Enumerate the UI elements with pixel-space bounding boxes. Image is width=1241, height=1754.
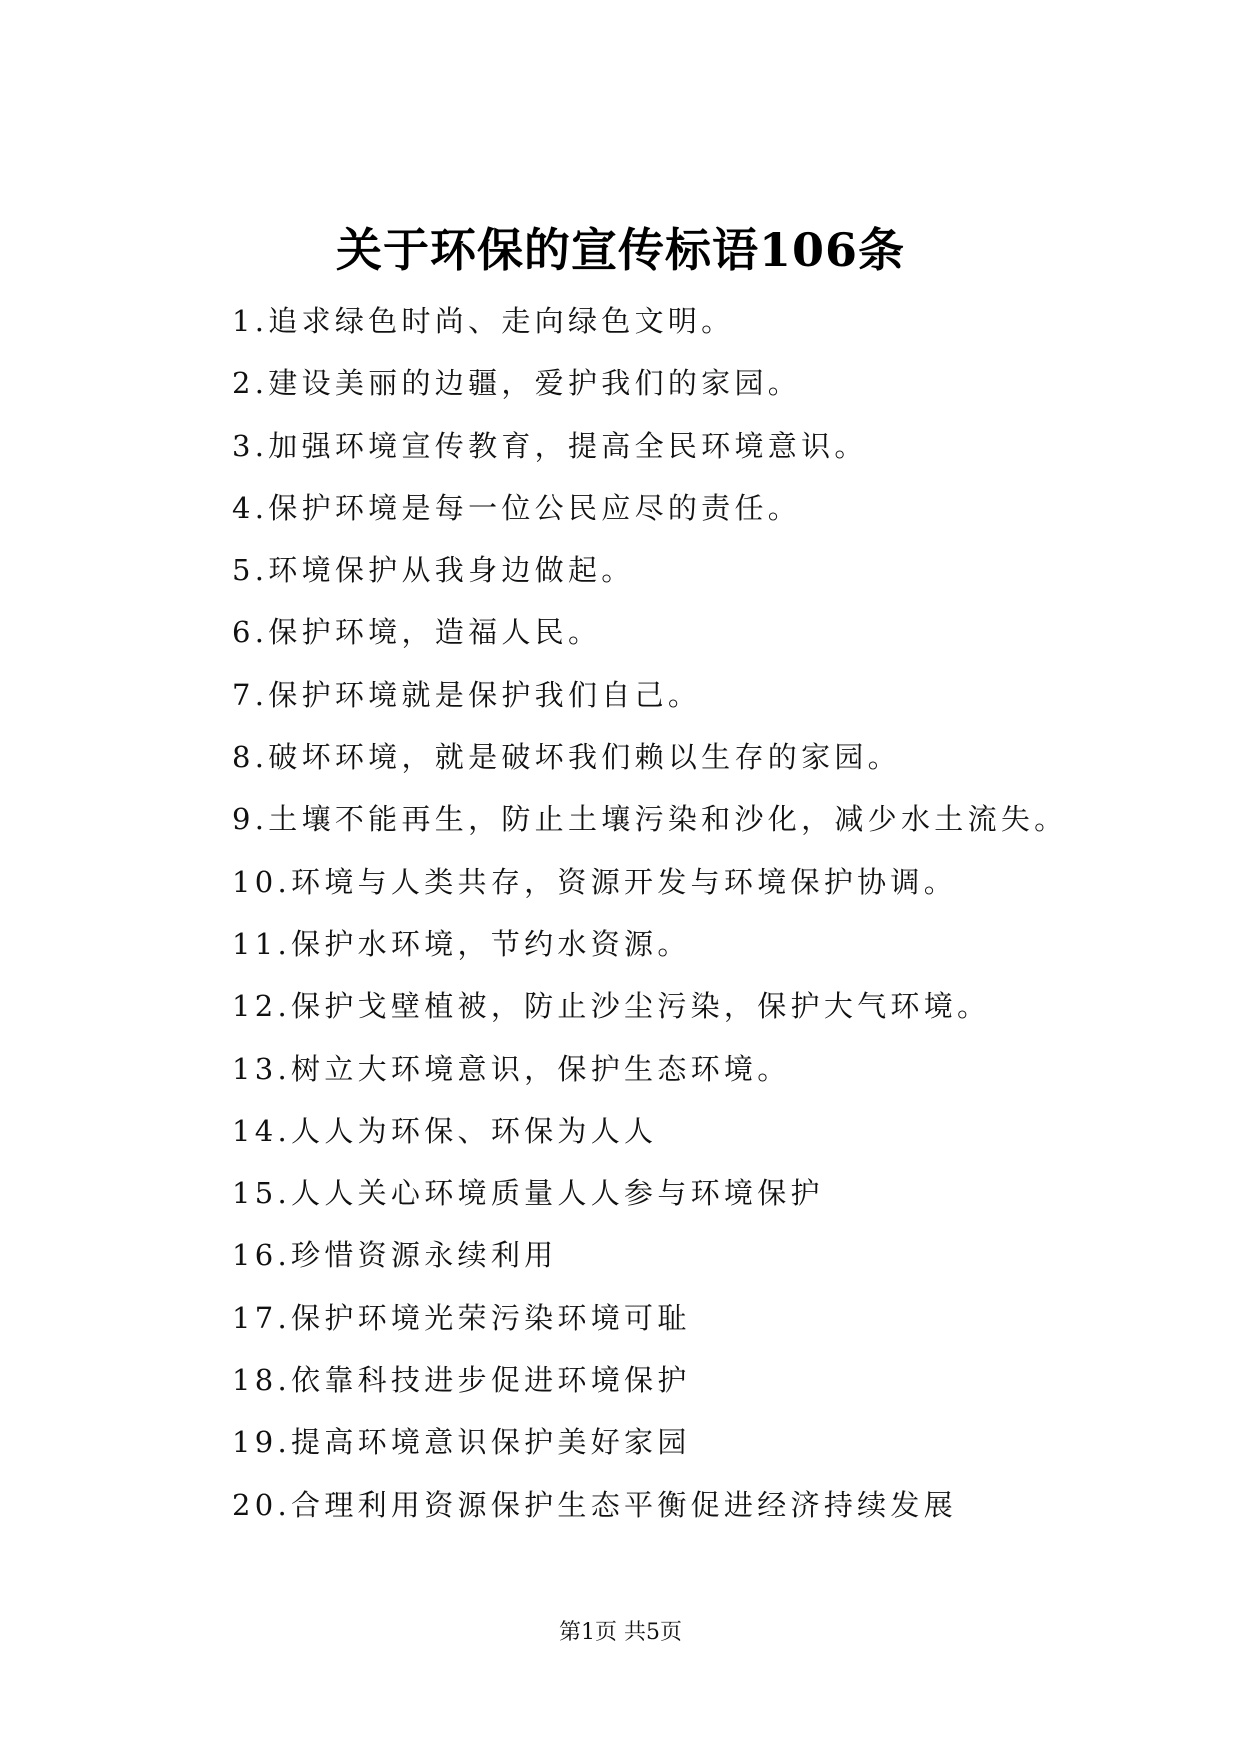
list-item: 2.建设美丽的边疆，爱护我们的家园。: [232, 366, 802, 401]
list-item: 16.珍惜资源永续利用: [232, 1238, 558, 1273]
list-item: 4.保护环境是每一位公民应尽的责任。: [232, 490, 802, 525]
slogan-list: [232, 290, 1067, 1536]
list-item: 9.土壤不能再生，防止土壤污染和沙化，减少水土流失。: [232, 802, 1068, 837]
list-item: 14.人人为环保、环保为人人: [232, 1113, 658, 1148]
list-item: 5.环境保护从我身边做起。: [232, 553, 635, 588]
list-item: 13.树立大环境意识，保护生态环境。: [232, 1051, 791, 1086]
list-item: 12.保护戈壁植被，防止沙尘污染，保护大气环境。: [232, 989, 991, 1024]
page-footer: 第1页 共5页: [559, 1620, 682, 1645]
list-item: 18.依靠科技进步促进环境保护: [232, 1363, 691, 1398]
document-title: 关于环保的宣传标语106条: [335, 223, 906, 277]
list-item: 7.保护环境就是保护我们自己。: [232, 677, 702, 712]
list-item: 15.人人关心环境质量人人参与环境保护: [232, 1176, 824, 1211]
list-item: 20.合理利用资源保护生态平衡促进经济持续发展: [232, 1487, 958, 1522]
list-item: 19.提高环境意识保护美好家园: [232, 1425, 691, 1460]
list-item: 11.保护水环境，节约水资源。: [232, 926, 691, 961]
list-item: 3.加强环境宣传教育，提高全民环境意识。: [232, 428, 868, 463]
list-item: 8.破坏环境，就是破坏我们赖以生存的家园。: [232, 740, 901, 775]
list-item: 10.环境与人类共存，资源开发与环境保护协调。: [232, 864, 958, 899]
list-item: 6.保护环境，造福人民。: [232, 615, 602, 650]
list-item: 17.保护环境光荣污染环境可耻: [232, 1300, 691, 1335]
list-item: 1.追求绿色时尚、走向绿色文明。: [232, 304, 735, 338]
